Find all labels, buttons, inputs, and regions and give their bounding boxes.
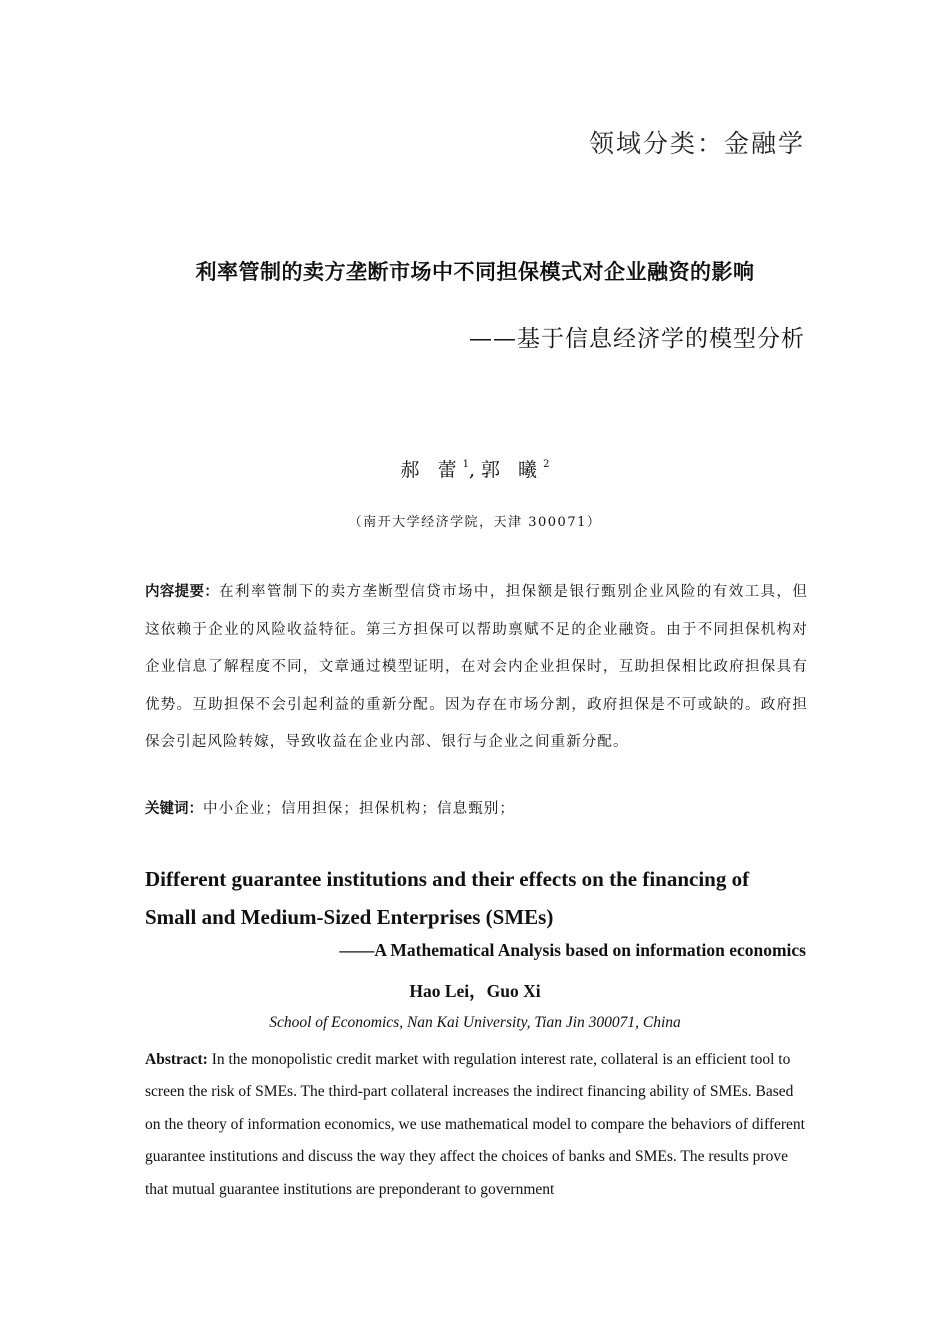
english-title: [145, 860, 808, 936]
english-title-line-2: Small and Medium-Sized Enterprises (SMEs): [145, 905, 554, 929]
chinese-subtitle: ——基于信息经济学的模型分析: [469, 326, 805, 352]
author-separator: ,: [468, 459, 482, 481]
chinese-abstract: [145, 574, 808, 762]
author-name-2: 郭 曦: [481, 459, 544, 481]
chinese-keywords-text: 中小企业；信用担保；担保机构；信息甄别；: [203, 801, 515, 817]
chinese-keywords-label: 关键词：: [145, 801, 203, 817]
english-affiliation: School of Economics, Nan Kai University, Tian Jin 300071, China: [269, 1014, 681, 1031]
chinese-abstract-text: 在利率管制下的卖方垄断型信贷市场中，担保额是银行甄别企业风险的有效工具，但这依赖于企业的风险收益特征。第三方担保可以帮助禀赋不足的企业融资。由于不同担保机构对企业信息了解程度不同，文章通过模型证明，在对会内企业担保时，互助担保相比政府担保具有优势。互助担保不会引起利益的重新分配。因为存在市场分割，政府担保是不可或缺的。政府担保会引起风险转嫁，导致收益在企业内部、银行与企业之间重新分配。: [145, 584, 808, 750]
chinese-keywords: [145, 797, 808, 821]
author-2-superscript: 2: [543, 459, 550, 470]
chinese-authors: [0, 455, 950, 482]
english-abstract-label: Abstract:: [145, 1051, 208, 1068]
english-subtitle: ——A Mathematical Analysis based on information economics: [339, 940, 806, 960]
author-name-1: 郝 蕾: [400, 459, 463, 481]
english-abstract-text: In the monopolistic credit market with regulation interest rate, collateral is an efficient tool to screen the risk of SMEs. The third-part collateral increases the indirect financing ability of SMEs. Based on the theory of information economics, we use mathematical model to compare the behaviors of different guarantee institutions and discuss the way they affect the choices of banks and SMEs. The results prove that mutual guarantee institutions are preponderant to government: [145, 1051, 805, 1198]
author-1-superscript: 1: [462, 459, 469, 470]
chinese-abstract-label: 内容提要：: [145, 584, 220, 600]
english-abstract: [145, 1044, 808, 1206]
chinese-title: 利率管制的卖方垄断市场中不同担保模式对企业融资的影响: [195, 260, 755, 284]
field-classification: 领域分类：金融学: [588, 129, 805, 158]
english-authors: Hao Lei，Guo Xi: [409, 981, 541, 1001]
english-title-line-1: Different guarantee institutions and their effects on the financing of: [145, 867, 750, 891]
chinese-affiliation: （南开大学经济学院，天津 300071）: [348, 515, 602, 530]
